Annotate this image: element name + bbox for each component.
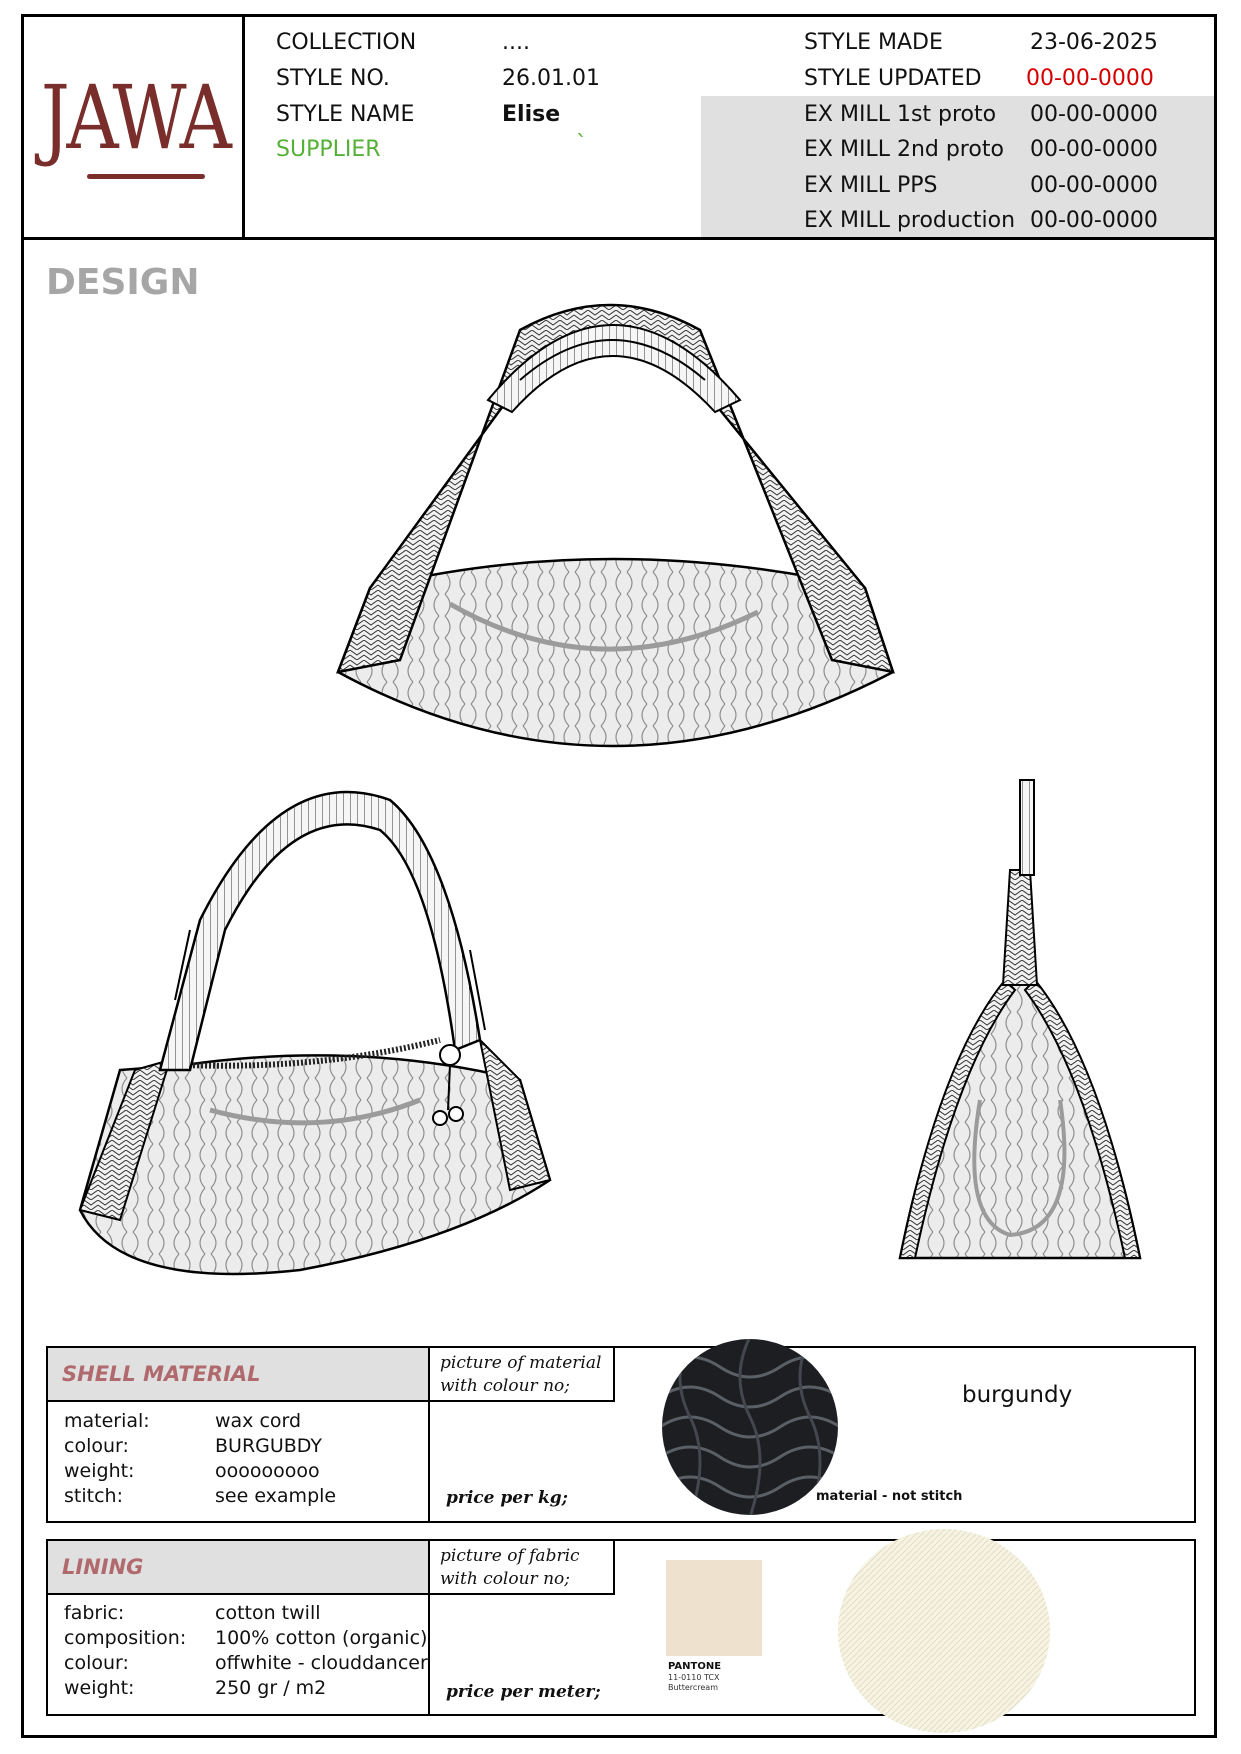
shell-stitch-label: stitch: <box>64 1485 123 1507</box>
pantone-color-chip <box>666 1560 762 1656</box>
shell-swatch-caption: material - not stitch <box>816 1489 963 1504</box>
ex-mill-1st-proto-value: 00-00-0000 <box>1030 102 1158 127</box>
ex-mill-production-label: EX MILL production <box>804 208 1016 233</box>
shell-price-per-kg: price per kg; <box>446 1488 568 1508</box>
shell-material-swatch <box>660 1337 840 1517</box>
bag-technical-drawings <box>60 290 1170 1290</box>
ex-mill-1st-proto-label: EX MILL 1st proto <box>804 102 997 127</box>
pantone-brand: PANTONE <box>668 1661 722 1672</box>
brand-logo: JAWA <box>40 66 229 169</box>
shell-material-label: material: <box>64 1410 150 1432</box>
collection-value: .... <box>502 30 530 55</box>
pantone-name: Buttercream <box>668 1683 718 1692</box>
style-updated-value: 00-00-0000 <box>1026 66 1154 91</box>
ex-mill-2nd-proto-value: 00-00-0000 <box>1030 137 1158 162</box>
shell-colour-value: BURGUBDY <box>215 1435 323 1457</box>
logo-cell <box>21 14 245 240</box>
lining-colour-value: offwhite - clouddancer <box>215 1652 428 1674</box>
shell-picture-note: picture of material with colour no; <box>428 1346 615 1402</box>
style-name-label: STYLE NAME <box>276 102 415 127</box>
logo-underline <box>87 174 205 179</box>
lining-title: LINING <box>46 1539 430 1595</box>
collection-label: COLLECTION <box>276 30 417 55</box>
three-quarter-view-drawing <box>80 792 550 1274</box>
ex-mill-production-value: 00-00-0000 <box>1030 208 1158 233</box>
supplier-value: ` <box>576 132 587 157</box>
shell-stitch-value: see example <box>215 1485 337 1507</box>
shell-weight-label: weight: <box>64 1460 135 1482</box>
lining-price-per-meter: price per meter; <box>446 1682 601 1702</box>
style-no-value: 26.01.01 <box>502 66 600 91</box>
style-made-value: 23-06-2025 <box>1030 30 1158 55</box>
lining-colour-label: colour: <box>64 1652 129 1674</box>
style-name-value: Elise <box>502 102 561 127</box>
shell-material-value: wax cord <box>215 1410 302 1432</box>
design-section-title: DESIGN <box>46 262 200 303</box>
pantone-code: 11-0110 TCX <box>668 1673 720 1682</box>
lining-fabric-label: fabric: <box>64 1602 125 1624</box>
side-view-drawing <box>900 780 1140 1258</box>
lining-composition-value: 100% cotton (organic) <box>215 1627 428 1649</box>
style-made-label: STYLE MADE <box>804 30 943 55</box>
shell-weight-value: ooooooooo <box>215 1460 320 1482</box>
lining-weight-value: 250 gr / m2 <box>215 1677 327 1699</box>
ex-mill-2nd-proto-label: EX MILL 2nd proto <box>804 137 1004 162</box>
supplier-label: SUPPLIER <box>276 137 381 162</box>
ex-mill-pps-label: EX MILL PPS <box>804 173 938 198</box>
lining-fabric-swatch <box>834 1526 1054 1736</box>
lining-fabric-value: cotton twill <box>215 1602 321 1624</box>
style-updated-label: STYLE UPDATED <box>804 66 982 91</box>
ex-mill-pps-value: 00-00-0000 <box>1030 173 1158 198</box>
style-no-label: STYLE NO. <box>276 66 390 91</box>
shell-colour-name: burgundy <box>962 1382 1073 1408</box>
lining-picture-note: picture of fabric with colour no; <box>428 1539 615 1595</box>
lining-weight-label: weight: <box>64 1677 135 1699</box>
shell-colour-label: colour: <box>64 1435 129 1457</box>
front-view-drawing <box>338 305 893 746</box>
lining-composition-label: composition: <box>64 1627 187 1649</box>
shell-material-title: SHELL MATERIAL <box>46 1346 430 1402</box>
